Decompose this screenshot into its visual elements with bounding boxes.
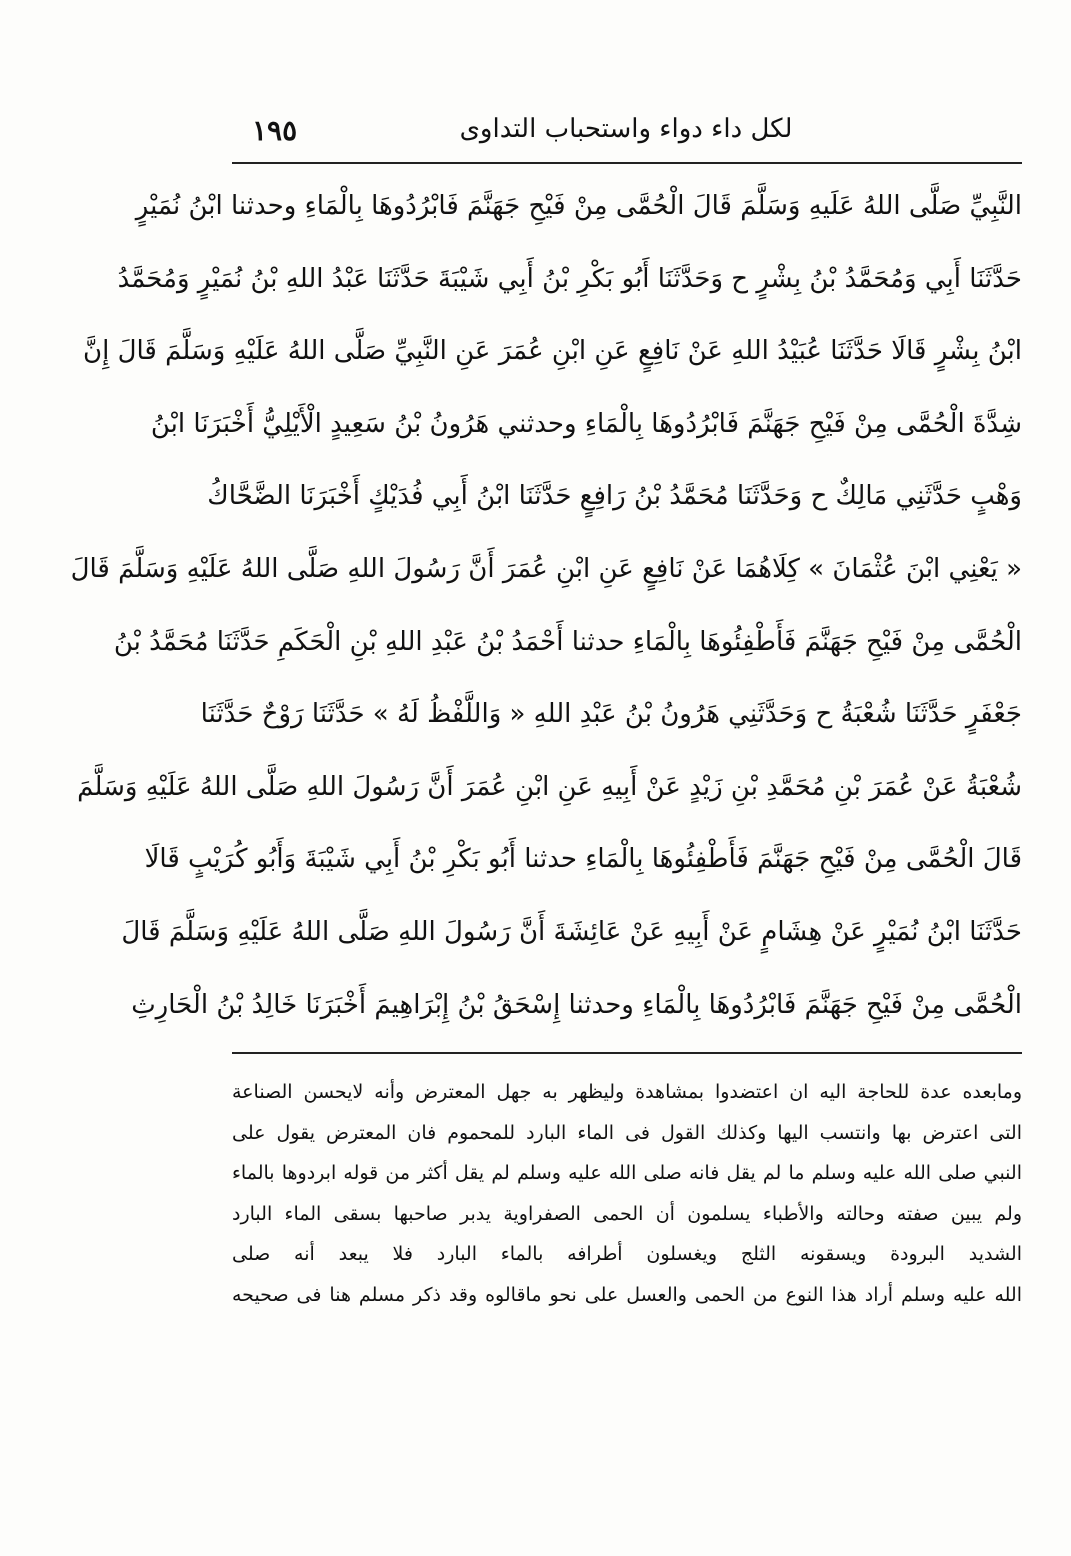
text-line: الْحُمَّى مِنْ فَيْحِ جَهَنَّمَ فَابْرُدُوهَا بِالْمَاءِ وحدثنا إِسْحَقُ بْنُ إِبْرَاهِيمَ أَخْبَرَنَا خَالِدُ بْنُ الْحَارِثِ xyxy=(131,989,1022,1020)
footnote-line: ولم يبين صفته وحالته والأطباء يسلمون أن الحمى الصفراوية يدبر صاحبها بسقى الماء البارد xyxy=(232,1202,1022,1225)
text-line: شُعْبَةُ عَنْ عُمَرَ بْنِ مُحَمَّدِ بْنِ زَيْدٍ عَنْ أَبِيهِ عَنِ ابْنِ عُمَرَ أَنَّ رَسُولَ اللهِ صَلَّى اللهُ عَلَيْهِ وَسَلَّمَ xyxy=(77,771,1022,802)
text-line: حَدَّثَنَا ابْنُ نُمَيْرٍ عَنْ هِشَامٍ عَنْ أَبِيهِ عَنْ عَائِشَةَ أَنَّ رَسُولَ اللهِ صَلَّى اللهُ عَلَيْهِ وَسَلَّمَ قَالَ xyxy=(121,916,1022,947)
text-line: النَّبِيِّ صَلَّى اللهُ عَلَيهِ وَسَلَّمَ قَالَ الْحُمَّى مِنْ فَيْحِ جَهَنَّمَ فَابْرُدُوهَا بِالْمَاءِ وحدثنا ابْنُ نُمَيْرٍ xyxy=(135,191,1022,221)
text-line: ابْنُ بِشْرٍ قَالَا حَدَّثَنَا عُبَيْدُ اللهِ عَنْ نَافِعٍ عَنِ ابْنِ عُمَرَ عَنِ النَّبِيِّ صَلَّى اللهُ عَلَيْهِ وَسَلَّمَ قَالَ إِنَّ xyxy=(83,336,1022,367)
page-header xyxy=(232,112,1020,158)
text-line: وَهْبٍ حَدَّثَنِي مَالِكٌ ح وَحَدَّثَنَا مُحَمَّدُ بْنُ رَافِعٍ حَدَّثَنَا ابْنُ أَبِي فُدَيْكٍ أَخْبَرَنَا الضَّحَّاكُ xyxy=(207,481,1022,512)
footnote-line: النبي صلى الله عليه وسلم ما لم يقل فانه صلى الله عليه وسلم لم يقل أكثر من قوله ابردوها بالماء xyxy=(232,1162,1022,1184)
footnote-line: الله عليه وسلم أراد هذا النوع من الحمى والعسل على نحو ماقالوه وقد ذكر مسلم هنا فى صحيحه xyxy=(232,1283,1022,1306)
footnote-rule xyxy=(232,1052,1022,1054)
footnote-line: الشديد البرودة ويسقونه الثلج ويغسلون أطرافه بالماء البارد فلا يبعد أنه صلى xyxy=(232,1243,1022,1265)
footnote-line: ومابعده عدة للحاجة اليه ان اعتضدوا بمشاهدة وليظهر به جهل المعترض وأنه لايحسن الصناعة xyxy=(232,1081,1022,1103)
text-line: حَدَّثَنَا أَبِي وَمُحَمَّدُ بْنُ بِشْرٍ ح وَحَدَّثَنَا أَبُو بَكْرِ بْنُ أَبِي شَيْبَةَ حَدَّثَنَا عَبْدُ اللهِ بْنُ نُمَيْرٍ وَمُحَمَّدُ xyxy=(117,263,1022,294)
text-line: الْحُمَّى مِنْ فَيْحِ جَهَنَّمَ فَأَطْفِئُوهَا بِالْمَاءِ حدثنا أَحْمَدُ بْنُ عَبْدِ اللهِ بْنِ الْحَكَمِ حَدَّثَنَا مُحَمَّدُ بْنُ xyxy=(113,626,1022,657)
running-title: لكل داء دواء واستحباب التداوى xyxy=(459,114,793,144)
text-line: قَالَ الْحُمَّى مِنْ فَيْحِ جَهَنَّمَ فَأَطْفِئُوهَا بِالْمَاءِ حدثنا أَبُو بَكْرِ بْنُ أَبِي شَيْبَةَ وَأَبُو كُرَيْبٍ قَالَا xyxy=(144,844,1022,875)
footnote-commentary xyxy=(232,1072,1022,1315)
text-line: « يَعْنِي ابْنَ عُثْمَانَ » كِلَاهُمَا عَنْ نَافِعٍ عَنِ ابْنِ عُمَرَ أَنَّ رَسُولَ اللهِ صَلَّى اللهُ عَلَيْهِ وَسَلَّمَ قَالَ xyxy=(70,553,1022,584)
text-line: جَعْفَرٍ حَدَّثَنَا شُعْبَةُ ح وَحَدَّثَنِي هَرُونُ بْنُ عَبْدِ اللهِ « وَاللَّفْظُ لَهُ » حَدَّثَنَا رَوْحٌ حَدَّثَنَا xyxy=(200,699,1022,730)
header-rule xyxy=(232,162,1022,164)
page-number: ١٩٥ xyxy=(252,114,298,147)
text-line: شِدَّةَ الْحُمَّى مِنْ فَيْحِ جَهَنَّمَ فَابْرُدُوهَا بِالْمَاءِ وحدثني هَرُونُ بْنُ سَعِيدٍ الْأَيْلِيُّ أَخْبَرَنَا ابْنُ xyxy=(150,408,1022,439)
footnote-line: التى اعترض بها وانتسب اليها وكذلك القول فى الماء البارد للمحموم فان المعترض يقول على xyxy=(232,1121,1022,1144)
main-text xyxy=(70,170,1022,1041)
